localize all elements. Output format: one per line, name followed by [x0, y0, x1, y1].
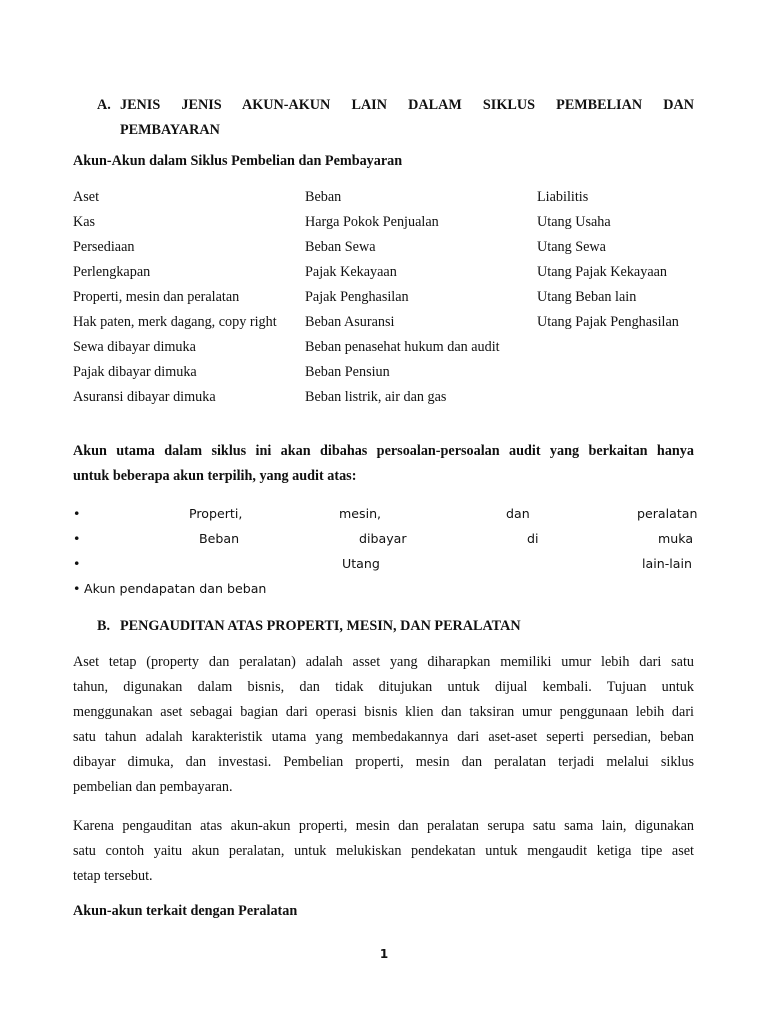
section-b-title: PENGAUDITAN ATAS PROPERTI, MESIN, DAN PERALATAN — [120, 618, 521, 634]
paragraph-line: Aset tetap (property dan peralatan) adalah asset yang diharapkan memiliki umur lebih dari satu — [73, 654, 694, 670]
paragraph-line: dibayar dimuka, dan investasi. Pembelian properti, mesin dan peralatan terjadi melalui siklus — [73, 754, 694, 770]
cell-beban: Pajak Penghasilan — [305, 289, 409, 305]
cell-liabilitis: Utang Sewa — [537, 239, 606, 255]
section-a-title-line1: JENIS JENIS AKUN-AKUN LAIN DALAM SIKLUS PEMBELIAN DAN — [120, 97, 694, 113]
cell-beban: Pajak Kekayaan — [305, 264, 397, 280]
cell-aset: Sewa dibayar dimuka — [73, 339, 196, 355]
list-item — [73, 531, 694, 556]
list-item — [73, 506, 698, 531]
bullet-word: dibayar — [359, 531, 407, 546]
page-number: 1 — [379, 947, 389, 961]
paragraph-line: Karena pengauditan atas akun-akun properti, mesin dan peralatan serupa satu sama lain, digunakan — [73, 818, 694, 834]
section-b-number: B. — [97, 618, 111, 634]
fixed-assets-paragraph — [73, 650, 694, 800]
cell-beban: Beban penasehat hukum dan audit — [305, 339, 500, 355]
cell-aset: Properti, mesin dan peralatan — [73, 289, 240, 305]
cell-aset: Kas — [73, 214, 96, 230]
cell-beban: Harga Pokok Penjualan — [305, 214, 439, 230]
cell-liabilitis: Utang Usaha — [537, 214, 611, 230]
bullet-symbol: • — [73, 506, 81, 521]
bullet-symbol: • — [73, 531, 81, 546]
cell-beban: Beban Asuransi — [305, 314, 395, 330]
cell-aset: Asuransi dibayar dimuka — [73, 389, 216, 405]
accounts-title: Akun-Akun dalam Siklus Pembelian dan Pembayaran — [73, 153, 403, 169]
bullet-symbol: • — [73, 581, 81, 596]
cell-beban: Beban Pensiun — [305, 364, 390, 380]
header-liabilitis: Liabilitis — [537, 189, 589, 205]
audit-approach-paragraph — [73, 814, 694, 889]
bullet-word: Utang — [342, 556, 380, 571]
bullet-word: muka — [658, 531, 694, 546]
list-item — [73, 581, 694, 606]
list-item — [73, 556, 694, 581]
bullet-word: dan — [506, 506, 530, 521]
bullet-word: lain-lain — [642, 556, 692, 571]
bullet-word: di — [527, 531, 539, 546]
header-aset: Aset — [73, 189, 100, 205]
bullet-word: peralatan — [637, 506, 698, 521]
cell-aset: Pajak dibayar dimuka — [73, 364, 197, 380]
paragraph-line: untuk beberapa akun terpilih, yang audit atas: — [73, 468, 357, 484]
cell-aset: Perlengkapan — [73, 264, 151, 280]
bullet-word: mesin, — [339, 506, 382, 521]
paragraph-line: tetap tersebut. — [73, 868, 153, 884]
equipment-accounts-title: Akun-akun terkait dengan Peralatan — [73, 903, 298, 919]
paragraph-line: Akun utama dalam siklus ini akan dibahas persoalan-persoalan audit yang berkaitan hanya — [73, 443, 694, 459]
section-a-title-line2: PEMBAYARAN — [120, 122, 220, 138]
bullet-word: Beban — [199, 531, 240, 546]
paragraph-line: menggunakan aset sebagai bagian dari operasi bisnis klien dan taksiran umur penggunaan lebih dari — [73, 704, 694, 720]
bullet-word: Properti, — [189, 506, 243, 521]
cell-beban: Beban Sewa — [305, 239, 376, 255]
section-a-number: A. — [97, 97, 111, 113]
cell-aset: Hak paten, merk dagang, copy right — [73, 314, 277, 330]
paragraph-line: satu contoh yaitu akun peralatan, untuk melukiskan pendekatan untuk mengaudit ketiga tipe aset — [73, 843, 694, 859]
header-beban: Beban — [305, 189, 342, 205]
cell-aset: Persediaan — [73, 239, 135, 255]
paragraph-line: pembelian dan pembayaran. — [73, 779, 233, 795]
cell-liabilitis: Utang Pajak Penghasilan — [537, 314, 679, 330]
cell-liabilitis: Utang Pajak Kekayaan — [537, 264, 668, 280]
paragraph-line: satu tahun adalah karakteristik utama yang membedakannya dari aset-aset seperti persedian, beban — [73, 729, 694, 745]
bullet-symbol: • — [73, 556, 81, 571]
cell-liabilitis: Utang Beban lain — [537, 289, 637, 305]
cell-beban: Beban listrik, air dan gas — [305, 389, 447, 405]
main-accounts-paragraph — [73, 439, 694, 489]
paragraph-line: tahun, digunakan dalam bisnis, dan tidak ditujukan untuk dijual kembali. Tujuan untuk — [73, 679, 694, 695]
bullet-text: Akun pendapatan dan beban — [84, 581, 267, 596]
